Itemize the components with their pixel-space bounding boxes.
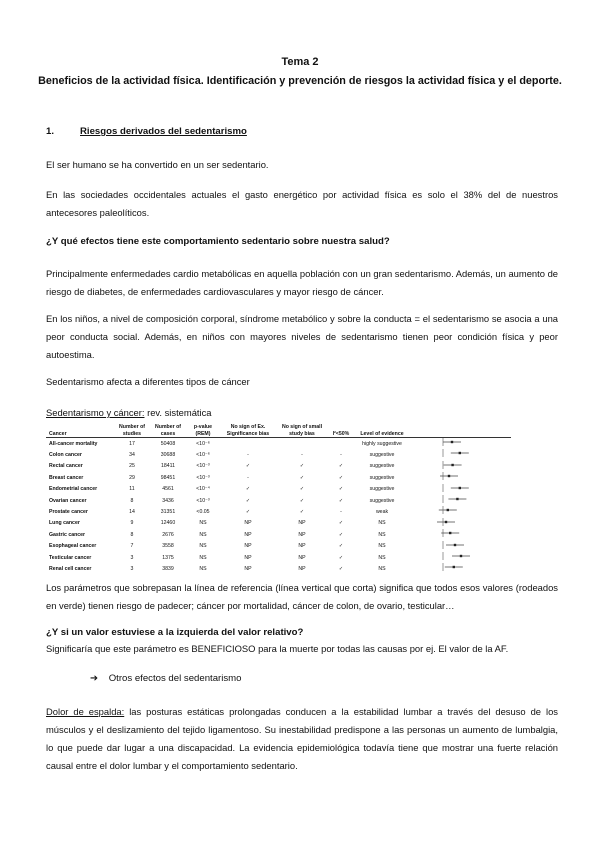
table-row bbox=[46, 529, 511, 540]
table-cell: NS bbox=[378, 543, 386, 550]
table-cell: NP bbox=[298, 565, 306, 572]
col-header: I²<50% bbox=[332, 430, 350, 437]
table-cell: 25 bbox=[129, 463, 135, 470]
page-title: Tema 2 bbox=[281, 56, 319, 68]
table-row bbox=[46, 461, 511, 472]
section-title: Riesgos derivados del sedentarismo bbox=[80, 126, 247, 137]
section-heading bbox=[46, 126, 247, 137]
table-cell: NP bbox=[244, 565, 252, 572]
point-estimate-marker bbox=[451, 464, 453, 466]
table-cell: <10⁻⁶ bbox=[196, 440, 210, 447]
question-1: ¿Y qué efectos tiene este comportamiento sedentario sobre nuestra salud? bbox=[46, 236, 390, 247]
col-header: p-value (REM) bbox=[193, 424, 213, 437]
table-cell: Ovarian cancer bbox=[49, 497, 87, 504]
forest-plot-cell bbox=[410, 449, 511, 460]
table-cell: Testicular cancer bbox=[49, 554, 92, 561]
table-cell: Colon cancer bbox=[49, 451, 82, 458]
point-estimate-marker bbox=[460, 555, 462, 557]
table-cell: NS bbox=[199, 531, 207, 538]
point-estimate-marker bbox=[451, 441, 453, 443]
table-cell: - bbox=[301, 451, 303, 458]
table-cell: <0.05 bbox=[196, 508, 210, 515]
table-row bbox=[46, 472, 511, 483]
table-cell: ✓ bbox=[299, 486, 305, 493]
paragraph-8: Significaría que este parámetro es BENEFICIOSO para la muerte por todas las causas por ej. El valor de la AF. bbox=[46, 643, 509, 654]
point-estimate-marker bbox=[453, 566, 455, 568]
forest-plot-mark bbox=[413, 461, 508, 469]
table-cell: ✓ bbox=[245, 497, 251, 504]
forest-plot-mark bbox=[413, 518, 508, 526]
table-cell: ✓ bbox=[338, 486, 344, 493]
table-cell: NS bbox=[199, 554, 207, 561]
table-cell: 1375 bbox=[162, 554, 174, 561]
forest-plot-cell bbox=[410, 472, 511, 483]
table-row bbox=[46, 484, 511, 495]
paragraph-9 bbox=[46, 703, 558, 775]
table-cell: NS bbox=[378, 520, 386, 527]
table-cell: - bbox=[247, 474, 249, 481]
table-cell: ✓ bbox=[338, 463, 344, 470]
forest-plot-cell bbox=[410, 484, 511, 495]
table-cell bbox=[220, 438, 276, 450]
table-cell: NP bbox=[298, 531, 306, 538]
point-estimate-marker bbox=[454, 543, 456, 545]
table-cell: 4561 bbox=[162, 486, 174, 493]
table-row bbox=[46, 563, 511, 574]
forest-plot-cell bbox=[410, 438, 511, 450]
arrow-item-text: Otros efectos del sedentarismo bbox=[108, 673, 242, 684]
table-row bbox=[46, 518, 511, 529]
table-cell: ✓ bbox=[338, 554, 344, 561]
table-cell: ✓ bbox=[338, 497, 344, 504]
forest-plot-cell bbox=[410, 495, 511, 506]
table-cell: NP bbox=[298, 554, 306, 561]
forest-plot-mark bbox=[413, 484, 508, 492]
table-cell: ✓ bbox=[299, 508, 305, 515]
paragraph-4: En los niños, a nivel de composición corporal, síndrome metabólico y sobre la conducta = el sedentarismo se asocia a una peor conducta social. Además, en niños con mayores niveles de sedentarismo tienen peor condición física y peor autoestima. bbox=[46, 313, 558, 360]
col-header: Cancer bbox=[49, 430, 67, 437]
forest-plot-mark bbox=[413, 529, 508, 537]
table-cell: 12460 bbox=[160, 520, 176, 527]
paragraph-1: El ser humano se ha convertido en un ser sedentario. bbox=[46, 159, 269, 170]
table-row bbox=[46, 506, 511, 517]
table-cell: - bbox=[247, 451, 249, 458]
col-header: Number of cases bbox=[155, 424, 181, 437]
table-cell: highly suggestive bbox=[362, 440, 402, 447]
paragraph-3: Principalmente enfermedades cardio metabólicas en aquella población con un gran sedentarismo. Además, un aumento de riesgo de diabetes, de enfermedades cardiovasculares y mayor riesgo de cáncer. bbox=[46, 268, 558, 297]
table-cell: - bbox=[340, 508, 342, 515]
cancer-evidence-table bbox=[46, 424, 511, 575]
table-cell: NP bbox=[244, 531, 252, 538]
paragraph-9-rest: las posturas estáticas prolongadas conducen a la estabilidad lumbar a través del desuso de los músculos y el deslizamiento del tejido ligamentoso. Su inestabilidad predispone a las personas un aumento de lumbalgia, lo que puede dar lugar a una discapacidad. La evidencia epidemiológica todavía tiene que mostrar una fuerte relación causal entre el dolor lumbar y el comportamiento sedentario. bbox=[46, 706, 558, 771]
table-cell: Esophageal cancer bbox=[49, 543, 97, 550]
table-cell: NS bbox=[199, 520, 207, 527]
table-cell: ✓ bbox=[245, 508, 251, 515]
forest-plot-mark bbox=[413, 495, 508, 503]
point-estimate-marker bbox=[448, 475, 450, 477]
forest-plot-mark bbox=[413, 449, 508, 457]
table-cell: NS bbox=[378, 554, 386, 561]
table-cell: NP bbox=[244, 543, 252, 550]
forest-plot-mark bbox=[413, 438, 508, 446]
col-header: Number of studies bbox=[119, 424, 145, 437]
table-cell: ✓ bbox=[245, 463, 251, 470]
col-header: No sign of small study bias bbox=[281, 424, 323, 437]
point-estimate-marker bbox=[447, 509, 449, 511]
table-cell bbox=[276, 438, 328, 450]
table-row bbox=[46, 552, 511, 563]
point-estimate-marker bbox=[456, 498, 458, 500]
forest-plot-cell bbox=[410, 518, 511, 529]
forest-plot-mark bbox=[413, 472, 508, 480]
table-cell: ✓ bbox=[338, 543, 344, 550]
table-cell: 8 bbox=[130, 531, 134, 538]
paragraph-7: Los parámetros que sobrepasan la línea de referencia (línea vertical que corta) significa que todos esos valores (rodeados en verde) tienen riesgo de padecer; cáncer por mortalidad, cáncer de colon, de ovario, testicular… bbox=[46, 582, 558, 611]
table-row bbox=[46, 541, 511, 552]
forest-plot-cell bbox=[410, 529, 511, 540]
table-cell: ✓ bbox=[299, 474, 305, 481]
point-estimate-marker bbox=[459, 452, 461, 454]
underlined-term: Dolor de espalda: bbox=[46, 706, 125, 717]
forest-plot-mark bbox=[413, 552, 508, 560]
forest-plot-mark bbox=[413, 563, 508, 571]
forest-plot-cell bbox=[410, 563, 511, 574]
table-cell: Gastric cancer bbox=[49, 531, 86, 538]
table-cell: Prostate cancer bbox=[49, 508, 88, 515]
table-cell: NP bbox=[244, 554, 252, 561]
table-cell: 3 bbox=[130, 554, 134, 561]
forest-plot-mark bbox=[413, 541, 508, 549]
cancer-evidence-table-figure bbox=[46, 424, 564, 572]
point-estimate-marker bbox=[449, 532, 451, 534]
table-cell: 3839 bbox=[162, 565, 174, 572]
table-cell: <10⁻⁶ bbox=[196, 451, 210, 458]
table-cell: Renal cell cancer bbox=[49, 565, 92, 572]
paragraph-2: En las sociedades occidentales actuales el gasto energético por actividad física es solo el 38% del de nuestros antecesores paleolíticos. bbox=[46, 189, 558, 218]
table-cell: NS bbox=[378, 531, 386, 538]
table-cell: 14 bbox=[129, 508, 135, 515]
table-cell: NS bbox=[378, 565, 386, 572]
arrow-list-item bbox=[90, 673, 242, 684]
table-cell: ✓ bbox=[245, 486, 251, 493]
table-cell: 3558 bbox=[162, 543, 174, 550]
table-cell: 50408 bbox=[160, 440, 176, 447]
table-cell bbox=[328, 438, 354, 450]
table-cell: suggestive bbox=[369, 451, 395, 458]
table-cell: 29 bbox=[129, 474, 135, 481]
question-2: ¿Y si un valor estuviese a la izquierda del valor relativo? bbox=[46, 627, 304, 638]
table-cell: Lung cancer bbox=[49, 520, 80, 527]
table-row bbox=[46, 438, 511, 450]
table-cell: <10⁻³ bbox=[196, 463, 210, 470]
table-cell: NP bbox=[244, 520, 252, 527]
point-estimate-marker bbox=[445, 521, 447, 523]
table-row bbox=[46, 495, 511, 506]
table-cell: NP bbox=[298, 520, 306, 527]
table-cell: 8 bbox=[130, 497, 134, 504]
paragraph-6 bbox=[46, 404, 558, 422]
table-cell: 9 bbox=[130, 520, 134, 527]
table-cell: 11 bbox=[129, 486, 135, 493]
table-cell: NS bbox=[199, 565, 207, 572]
table-cell: 98451 bbox=[160, 474, 176, 481]
table-cell: All-cancer mortality bbox=[49, 440, 98, 447]
table-cell: <10⁻⁴ bbox=[196, 486, 210, 493]
page-subtitle: Beneficios de la actividad física. Identificación y prevención de riesgos la actividad física y el deporte. bbox=[38, 75, 562, 87]
table-cell: 34 bbox=[129, 451, 135, 458]
table-cell: ✓ bbox=[338, 474, 344, 481]
table-cell: 30688 bbox=[160, 451, 176, 458]
table-cell: 3 bbox=[130, 565, 134, 572]
arrow-right-icon: ➔ bbox=[90, 673, 99, 684]
table-cell: suggestive bbox=[369, 474, 395, 481]
table-cell: suggestive bbox=[369, 486, 395, 493]
forest-plot-mark bbox=[413, 506, 508, 514]
table-cell: suggestive bbox=[369, 497, 395, 504]
forest-plot-cell bbox=[410, 552, 511, 563]
forest-plot-cell bbox=[410, 461, 511, 472]
table-cell: ✓ bbox=[299, 463, 305, 470]
section-number: 1. bbox=[46, 126, 55, 137]
table-cell: 2676 bbox=[162, 531, 174, 538]
table-cell: 7 bbox=[130, 543, 134, 550]
table-cell: ✓ bbox=[299, 497, 305, 504]
table-cell: NP bbox=[298, 543, 306, 550]
paragraph-5: Sedentarismo afecta a diferentes tipos de cáncer bbox=[46, 376, 250, 387]
table-cell: - bbox=[340, 451, 342, 458]
underlined-term: Sedentarismo y cáncer: bbox=[46, 407, 145, 418]
table-cell: ✓ bbox=[338, 565, 344, 572]
col-header: No sign of Ex. Significance bias bbox=[226, 424, 270, 437]
table-cell: weak bbox=[375, 508, 389, 515]
table-cell: Rectal cancer bbox=[49, 463, 83, 470]
table-cell: <10⁻³ bbox=[196, 497, 210, 504]
table-cell: <10⁻³ bbox=[196, 474, 210, 481]
table-cell: 3436 bbox=[162, 497, 174, 504]
table-cell: 31351 bbox=[160, 508, 176, 515]
table-cell: Breast cancer bbox=[49, 474, 84, 481]
forest-plot-cell bbox=[410, 506, 511, 517]
paragraph-6-rest: rev. sistemática bbox=[144, 407, 212, 418]
table-row bbox=[46, 449, 511, 460]
table-cell: 18411 bbox=[160, 463, 176, 470]
point-estimate-marker bbox=[459, 486, 461, 488]
table-cell: ✓ bbox=[338, 531, 344, 538]
table-cell: 17 bbox=[129, 440, 135, 447]
table-cell: NS bbox=[199, 543, 207, 550]
table-cell: ✓ bbox=[338, 520, 344, 527]
table-cell: Endometrial cancer bbox=[49, 486, 98, 493]
table-cell: suggestive bbox=[369, 463, 395, 470]
col-header: Level of evidence bbox=[360, 430, 404, 437]
